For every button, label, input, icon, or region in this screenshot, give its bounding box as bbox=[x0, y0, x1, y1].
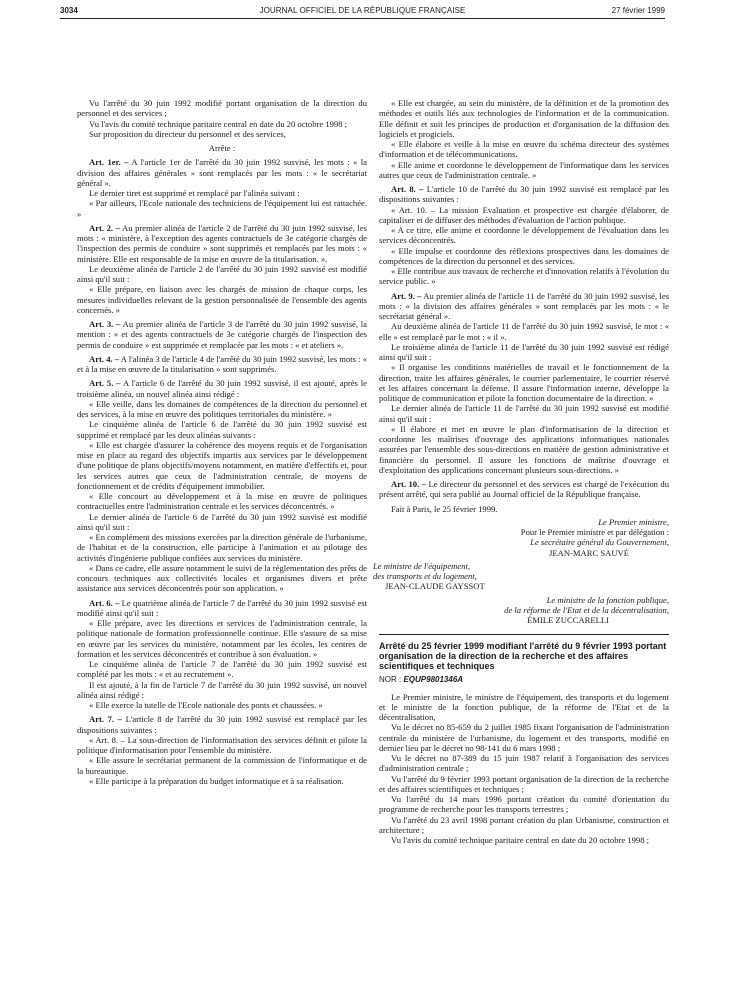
article-8: Art. 8. – L'article 10 de l'arrêté du 30 juin 1992 susvisé est remplacé par les dispositions suivantes : bbox=[379, 184, 669, 205]
signatory-role: Le ministre de la fonction publique, bbox=[546, 594, 669, 605]
paragraph: Le cinquième alinéa de l'article 6 de l'arrêté du 30 juin 1992 susvisé est supprimé et remplacé par les deux alinéas suivants : bbox=[77, 419, 367, 440]
page-number: 3034 bbox=[60, 6, 78, 15]
signatory-role: de la réforme de l'Etat et de la décentralisation, bbox=[504, 604, 669, 615]
paragraph: Le dernier alinéa de l'article 11 de l'arrêté du 30 juin 1992 susvisé est modifié ainsi qu'il suit : bbox=[379, 403, 669, 424]
paragraph: Le cinquième alinéa de l'article 7 de l'arrêté du 30 juin 1992 susvisé est complété par les mots : « et au recrutement ». bbox=[77, 659, 367, 680]
paragraph: « Dans ce cadre, elle assure notamment le suivi de la réglementation des prêts de concours techniques aux collectivités locales et organismes divers et prête assistance aux services déconcentrés pour son application. » bbox=[77, 562, 368, 594]
paragraph: « Elle anime et coordonne le développement de l'informatique dans les services autres que ceux de l'administration centrale. » bbox=[379, 159, 669, 180]
paragraph: Le dernier alinéa de l'article 6 de l'arrêté du 30 juin 1992 susvisé est modifié ainsi qu'il suit : bbox=[77, 511, 367, 532]
signatory-role: des transports et du logement, bbox=[373, 571, 477, 581]
article-marker: Art. 2. – bbox=[89, 222, 120, 233]
signatory-name: JEAN-MARC SAUVÉ bbox=[549, 547, 629, 558]
paragraph: « Elle prépare, en liaison avec les chargés de mission de chaque corps, les mesures individuelles relevant de la gestion personnalisée de l'ensemble des agents concernés. » bbox=[77, 284, 367, 315]
paragraph: « Par ailleurs, l'Ecole nationale des techniciens de l'équipement lui est rattachée. » bbox=[77, 198, 367, 219]
article-2: Art. 2. – Au premier alinéa de l'article 2 de l'arrêté du 30 juin 1992 susvisé, les mots : « ministère, à l'exception des agents contractuels de 3e catégorie chargés de l'inspection des permis de conduire » sont supprimés et remplacés par les mots : « ministère. Elle est responsable de la mise en œuvre de la titularisation. ». bbox=[77, 222, 367, 264]
paragraph: « Elle veille, dans les domaines de compétences de la direction du personnel et des services, à la mise en œuvre des politiques territoriales du ministère. » bbox=[77, 398, 367, 419]
decree-verb: Arrête : bbox=[208, 143, 236, 153]
nor-code: EQUP9801346A bbox=[403, 675, 464, 685]
issue-date: 27 février 1999 bbox=[611, 6, 665, 15]
paragraph: « Elle exerce la tutelle de l'Ecole nationale des ponts et chaussées. » bbox=[89, 700, 323, 710]
paragraph: « Elle assure le secrétariat permanent de la commission de l'informatique et de la bureautique. bbox=[77, 755, 367, 776]
paragraph: « Elle participe à la préparation du budget informatique et à sa réalisation. bbox=[89, 775, 344, 786]
paragraph: Vu l'arrêté du 14 mars 1996 portant création du comité d'orientation du programme de recherche pour les transports terrestres ; bbox=[379, 794, 669, 815]
paragraph: « Elle impulse et coordonne des réflexions prospectives dans les domaines de compétences de la direction du personnel et des services. bbox=[379, 245, 669, 266]
paragraph: Le troisième alinéa de l'article 11 de l'arrêté du 30 juin 1992 susvisé est rédigé ainsi qu'il suit : bbox=[379, 341, 669, 362]
article-7: Art. 7. – L'article 8 de l'arrêté du 30 juin 1992 susvisé est remplacé par les dispositions suivantes : bbox=[77, 714, 367, 735]
signatory-name: ÉMILE ZUCCARELLI bbox=[527, 615, 609, 625]
right-column bbox=[373, 98, 669, 845]
journal-title: JOURNAL OFFICIEL DE LA RÉPUBLIQUE FRANÇAISE bbox=[259, 6, 466, 15]
paragraph: « A ce titre, elle anime et coordonne le développement de l'évaluation dans les services déconcentrés. bbox=[379, 225, 669, 246]
paragraph: Le Premier ministre, le ministre de l'équipement, des transports et du logement et le ministre de la fonction publique, de la réforme de l'Etat et de la décentralisation, bbox=[379, 691, 669, 722]
paragraph: Vu le décret no 87-389 du 15 juin 1987 relatif à l'organisation des services d'administration centrale ; bbox=[379, 753, 669, 774]
article-marker: Art. 6. – bbox=[89, 597, 120, 608]
article-5: Art. 5. – A l'article 6 de l'arrêté du 30 juin 1992 susvisé, il est ajouté, après le troisième alinéa, un nouvel alinéa ainsi rédigé : bbox=[77, 378, 367, 399]
paragraph: Vu l'arrêté du 9 février 1993 portant organisation de la direction de la recherche et des affaires scientifiques et techniques ; bbox=[379, 773, 669, 794]
paragraph: « Il organise les conditions matérielles de travail et le fonctionnement de la direction, traite les affaires générales, le courrier parlementaire, le courrier réservé et les affaires concernant la défense. Il assure l'information interne, développe la politique de communication et pilote la fonction documentaire de la direction. » bbox=[379, 362, 669, 403]
signatory-title: Le Premier ministre, bbox=[598, 516, 669, 527]
nor-reference bbox=[379, 675, 669, 685]
paragraph: Au deuxième alinéa de l'article 11 de l'arrêté du 30 juin 1992 susvisé, le mot : « elle » est remplacé par le mot : « il ». bbox=[379, 321, 669, 342]
nor-label: NOR : bbox=[379, 675, 404, 685]
paragraph: Vu l'avis du comité technique paritaire central en date du 20 octobre 1998 ; bbox=[391, 835, 650, 845]
signature-public-service-minister bbox=[379, 595, 669, 626]
signatory-delegation: Pour le Premier ministre et par délégation : bbox=[520, 527, 669, 537]
article-6: Art. 6. – Le quatrième alinéa de l'article 7 de l'arrêté du 30 juin 1992 susvisé est modifié ainsi qu'il suit : bbox=[77, 597, 367, 618]
paragraph: Vu l'avis du comité technique paritaire central en date du 20 octobre 1998 ; bbox=[89, 118, 348, 129]
paragraph: « Elle est chargée, au sein du ministère, de la définition et de la promotion des méthodes et outils liés aux technologies de l'information et de la communication. Elle définit et suit les principes de production et d'organisation de la diffusion des logiciels et progiciels. bbox=[379, 98, 669, 139]
article-9: Art. 9. – Au premier alinéa de l'article 11 de l'arrêté du 30 juin 1992 susvisé, les mots : « la division des affaires générales » sont remplacés par les mots : « le secrétariat général ». bbox=[379, 290, 669, 321]
article-marker: Art. 4. – bbox=[89, 353, 120, 364]
signatory-role: Le secrétaire général du Gouvernement, bbox=[530, 537, 669, 548]
left-column bbox=[77, 98, 367, 786]
paragraph: Sur proposition du directeur du personnel et des services, bbox=[89, 128, 286, 139]
article-marker: Art. 7. – bbox=[89, 714, 122, 725]
paragraph: Vu l'arrêté du 30 juin 1992 modifié portant organisation de la direction du personnel et des services ; bbox=[77, 98, 367, 119]
signatory-name: JEAN-CLAUDE GAYSSOT bbox=[385, 581, 485, 592]
article-marker: Art. 1er. – bbox=[89, 157, 129, 168]
signature-equipment-minister bbox=[373, 561, 669, 592]
paragraph: « Art. 8. – La sous-direction de l'informatisation des services définit et pilote la politique d'informatisation pour l'ensemble du ministère. bbox=[77, 734, 367, 755]
section-divider bbox=[379, 634, 669, 635]
article-1: Art. 1er. – A l'article 1er de l'arrêté du 30 juin 1992 susvisé, les mots : « la division des affaires générales » sont remplacés par les mots : « le secrétariat général ». bbox=[77, 157, 367, 188]
article-3: Art. 3. – Au premier alinéa de l'article 3 de l'arrêté du 30 juin 1992 susvisé, la mention : « et des agents contractuels de 3e catégorie chargés de l'inspection des permis de conduire » est supprimée et remplacée par les mots : « et ateliers ». bbox=[77, 319, 367, 350]
paragraph: « Il élabore et met en œuvre le plan d'informatisation de la direction et coordonne les maîtrises d'ouvrage des applications informatiques nationales assurées par l'ensemble des sous-directions en matière de gestion administrative et financière du personnel. Il assure les fonctions de maîtrise d'ouvrage et d'exploitation des applications concernant plusieurs sous-directions. » bbox=[379, 423, 669, 475]
paragraph: Le dernier tiret est supprimé et remplacé par l'alinéa suivant : bbox=[89, 188, 300, 198]
article-marker: Art. 5. – bbox=[89, 378, 121, 389]
paragraph: Il est ajouté, à la fin de l'article 7 de l'arrêté du 30 juin 1992 susvisé, un nouvel alinéa ainsi rédigé : bbox=[77, 679, 367, 700]
paragraph: « En complément des missions exercées par la direction générale de l'urbanisme, de l'habitat et de la construction, elle participe à l'animation et au pilotage des activités d'ingénierie publique confiées aux services du ministère. bbox=[77, 532, 367, 563]
paragraph: « Elle prépare, avec les directions et services de l'administration centrale, la politique nationale de formation professionnelle continue. Elle s'assure de sa mise en œuvre par les services du ministère, notamment par les écoles, les centres de formation et les services déconcentrés et contribue à son évaluation. » bbox=[77, 618, 367, 659]
article-marker: Art. 8. – bbox=[391, 184, 424, 194]
place-date: Fait à Paris, le 25 février 1999. bbox=[391, 503, 498, 514]
article-marker: Art. 3. – bbox=[89, 319, 121, 329]
article-4: Art. 4. – A l'alinéa 3 de l'article 4 de l'arrêté du 30 juin 1992 susvisé, les mots : « et à la mise en œuvre de la titularisation » sont supprimés. bbox=[77, 353, 367, 374]
paragraph: « Elle contribue aux travaux de recherche et d'innovation relatifs à l'évolution du service public. » bbox=[379, 266, 669, 287]
article-marker: Art. 9. – bbox=[391, 290, 422, 301]
signature-prime-minister bbox=[379, 517, 669, 558]
paragraph: Vu l'arrêté du 23 avril 1998 portant création du plan Urbanisme, construction et architecture ; bbox=[379, 814, 669, 835]
paragraph: « Elle élabore et veille à la mise en œuvre du schéma directeur des systèmes d'information et de télécommunications. bbox=[379, 139, 669, 160]
paragraph: Le deuxième alinéa de l'article 2 de l'arrêté du 30 juin 1992 susvisé est modifié ainsi qu'il suit : bbox=[77, 263, 367, 284]
article-10: Art. 10. – Le directeur du personnel et des services est chargé de l'exécution du présent arrêté, qui sera publié au Journal officiel de la République française. bbox=[379, 479, 669, 500]
signatory-role: Le ministre de l'équipement, bbox=[373, 560, 470, 571]
paragraph: Vu le décret no 85-659 du 2 juillet 1985 fixant l'organisation de l'administration centrale du ministère de l'urbanisme, du logement et des transports, modifié en dernier lieu par le décret no 98-141 du 6 mars 1998 ; bbox=[379, 722, 669, 753]
header-rule bbox=[60, 18, 665, 19]
paragraph: « Art. 10. – La mission Evaluation et prospective est chargée d'élaborer, de capitaliser et de diffuser des méthodes d'évaluation de l'action publique. bbox=[379, 204, 669, 225]
paragraph: « Elle concourt au développement et à la mise en œuvre de politiques contractuelles entre l'administration centrale et les services déconcentrés. » bbox=[77, 491, 367, 512]
article-marker: Art. 10. – bbox=[391, 479, 427, 489]
paragraph: « Elle est chargée d'assurer la cohérence des moyens requis et de l'organisation mise en place au regard des objectifs impartis aux services par le développement d'une politique de plans objectifs/moyens notamment, en matière d'effectifs et, pour les services autres que ceux de l'administration centrale, de moyens de fonctionnement et de crédits d'équipement immobilier. bbox=[77, 439, 367, 491]
decree-title: Arrêté du 25 février 1999 modifiant l'arrêté du 9 février 1993 portant organisation de la direction de la recherche et des affaires scientifiques et techniques bbox=[379, 641, 667, 672]
